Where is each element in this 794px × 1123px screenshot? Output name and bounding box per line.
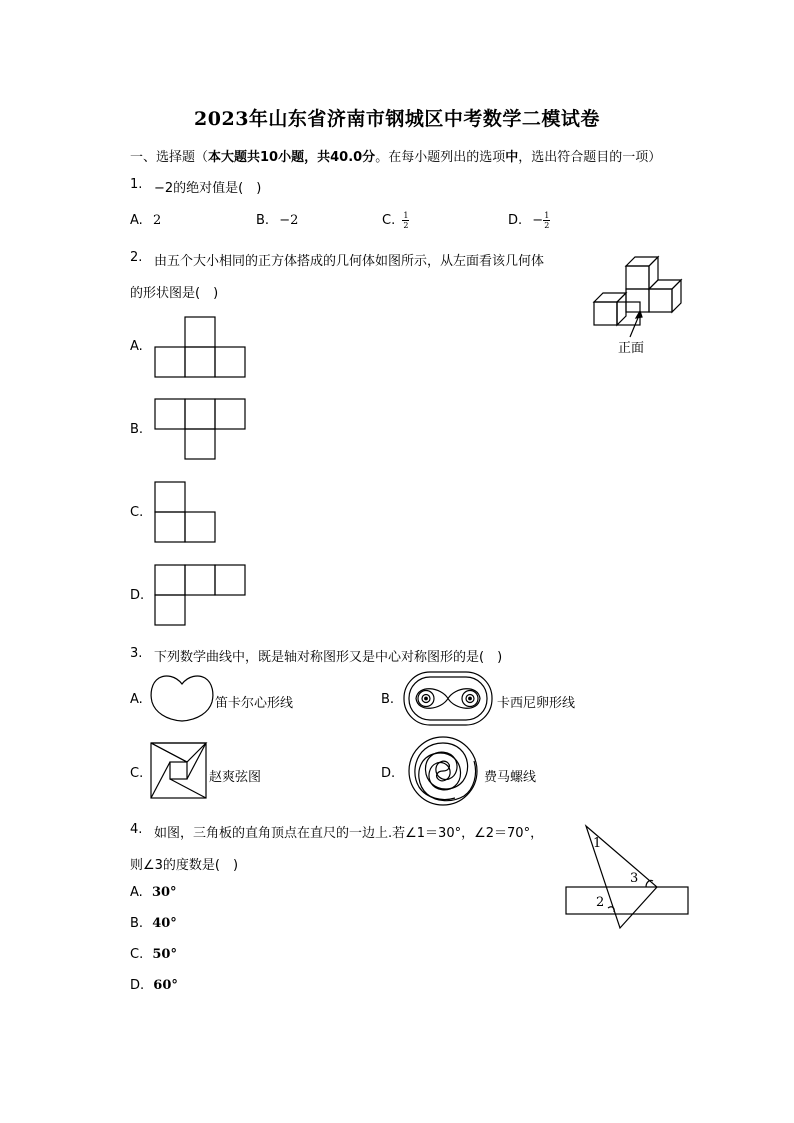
- fermat-spiral-figure: [404, 736, 482, 806]
- q2-option-d-figure: [155, 564, 247, 626]
- cube-face: [626, 266, 649, 289]
- angle-label-2: 2: [596, 895, 605, 910]
- q3-option-d-label: 费马螺线: [484, 770, 537, 785]
- q4-stem-line1: 如图，三角板的直角顶点在直尺的一边上.若∠1＝30°，∠2＝70°，: [154, 826, 544, 841]
- section-heading-prefix: 一、选择题（: [130, 150, 209, 165]
- option-letter: A.: [130, 213, 143, 228]
- q4-triangle-ruler-figure: [562, 822, 692, 932]
- option-text: 50°: [152, 947, 177, 962]
- q4-option-a[interactable]: [130, 885, 177, 900]
- cube-face: [626, 289, 649, 312]
- q4-option-b[interactable]: [130, 916, 177, 931]
- q3-option-d-letter[interactable]: D.: [381, 766, 396, 781]
- option-text: 2: [152, 213, 162, 228]
- q1-option-d[interactable]: [508, 211, 550, 230]
- q3-option-c-label: 赵爽弦图: [209, 770, 262, 785]
- zhaoshuang-figure: [150, 742, 208, 800]
- q3-number: 3.: [130, 646, 143, 661]
- section-heading-bold: 本大题共10小题，共40.0分: [208, 150, 376, 165]
- cardioid-figure: [150, 672, 214, 724]
- q3-option-b-label: 卡西尼卵形线: [497, 696, 576, 711]
- q4-option-d[interactable]: [130, 978, 178, 993]
- cube-face: [594, 302, 617, 325]
- angle-label-3: 3: [630, 871, 639, 886]
- fraction-denominator: 2: [544, 221, 550, 230]
- q1-option-b[interactable]: [256, 213, 298, 228]
- q1-number: 1.: [130, 177, 143, 192]
- q2-option-c-letter[interactable]: C.: [130, 505, 144, 520]
- section-heading-suffix: ，选出符合题目的一项）: [518, 150, 662, 165]
- option-letter: A.: [130, 885, 143, 900]
- q3-option-a-letter[interactable]: A.: [130, 692, 143, 707]
- q3-option-b-letter[interactable]: B.: [381, 692, 395, 707]
- fraction: [402, 211, 409, 230]
- fraction-numerator: 1: [544, 211, 550, 220]
- fraction-denominator: 2: [403, 221, 409, 230]
- cassini-figure: [403, 670, 495, 728]
- q2-option-a-letter[interactable]: A.: [130, 339, 143, 354]
- option-letter: D.: [130, 978, 145, 993]
- fraction-numerator: 1: [403, 211, 409, 220]
- option-letter: C.: [382, 213, 396, 228]
- q2-stem-line1: 由五个大小相同的正方体搭成的几何体如图所示，从左面看该几何体: [154, 254, 545, 269]
- option-letter: B.: [130, 916, 144, 931]
- q1-option-c[interactable]: [382, 211, 409, 230]
- page-title: 2023年山东省济南市钢城区中考数学二模试卷: [194, 108, 600, 130]
- q2-cube-figure: [590, 255, 690, 335]
- q3-option-c-letter[interactable]: C.: [130, 766, 144, 781]
- q2-option-a-figure: [155, 316, 247, 378]
- q4-number: 4.: [130, 822, 143, 837]
- cube-side: [617, 293, 626, 325]
- q2-option-c-figure: [155, 481, 217, 543]
- q1-stem: −2的绝对值是( ): [154, 181, 262, 196]
- q1-option-a[interactable]: [130, 213, 161, 228]
- option-letter: C.: [130, 947, 144, 962]
- q2-option-d-letter[interactable]: D.: [130, 588, 145, 603]
- q2-option-b-letter[interactable]: B.: [130, 422, 144, 437]
- cube-face: [649, 289, 672, 312]
- option-letter: B.: [256, 213, 270, 228]
- section-heading-bold2: 中: [505, 150, 519, 165]
- angle-label-1: 1: [593, 836, 602, 851]
- option-text: 60°: [153, 978, 178, 993]
- q3-stem: 下列数学曲线中，既是轴对称图形又是中心对称图形的是( ): [154, 650, 503, 665]
- fraction: [543, 211, 550, 230]
- option-text: 30°: [151, 885, 177, 900]
- q3-option-a-label: 笛卡尔心形线: [215, 696, 294, 711]
- section-heading: [130, 146, 661, 165]
- q2-figure-label: 正面: [618, 341, 645, 356]
- option-letter: D.: [508, 213, 523, 228]
- option-text: −: [532, 213, 544, 228]
- angle-arc: [646, 880, 653, 887]
- section-heading-mid: 。在每小题列出的选项: [375, 150, 506, 165]
- ruler: [566, 887, 688, 914]
- option-text: −2: [279, 213, 299, 228]
- q2-number: 2.: [130, 250, 143, 265]
- option-text: 40°: [152, 916, 177, 931]
- q2-stem-line2: 的形状图是( ): [130, 286, 219, 301]
- q4-option-c[interactable]: [130, 947, 177, 962]
- q2-option-b-figure: [155, 398, 247, 460]
- q4-stem-line2: 则∠3的度数是( ): [130, 858, 239, 873]
- cube-side: [672, 280, 681, 312]
